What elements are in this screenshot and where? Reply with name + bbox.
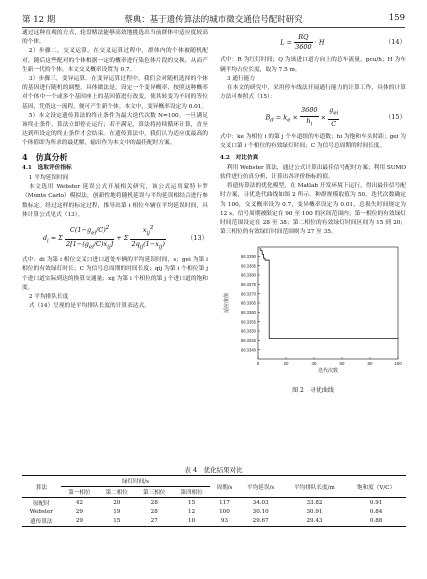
paragraph: 式中：di 为第 i 相位交叉口进口道处车辆的平均延误时间，s；gei 为第 i 相位的有效绿灯时长；C 为信号总周期的时间长度；qij 为第 i 个相位第 j 个进口道实际到达的换算交通量；xij 为第 i 个相位的第 j 个进口道的饱和度。 bbox=[22, 257, 208, 291]
cell: 12 bbox=[188, 509, 196, 515]
header-algo: 算法 bbox=[22, 476, 61, 498]
cell: 29.43 bbox=[283, 516, 346, 527]
paragraph: 将遗传算法的优化模型，在 Matlab 开发环境下运行，得出最佳信号配时方案，寻优迭代曲线如图 2 所示。种群规模取值为 50，迭代次数确定为 100，交叉概率设为 0.7，变异概率设定为 0.01，总损失时间规定为 12 s。信号周期被限定在 90 至 100 的区间范围内；第一相位的有效绿灯时间范围设定在 28 至 38；第二相位的有效绿灯时间区间为 15 到 20；第三相位的有效绿灯时间范围则为 27 至 35。 bbox=[220, 183, 406, 236]
x-tick-label: 0 bbox=[256, 361, 260, 367]
y-tick-label: 68.3365 bbox=[240, 300, 256, 306]
paragraph: 在本文的研究中，采用停车线法开展通行能力的计算工作，具体的计算方法可参照式（15）： bbox=[220, 85, 406, 101]
header-delay: 平均延误/s bbox=[239, 476, 283, 498]
equation-body: $d_i = \Sigma$ $\frac{C(1-g_{ei}/C)^2}{2[1-(g_{ei}/C)x_{ij}]}$ + Σ $\frac{x_{ij}^2}{2q_{ij}(1-x_{ij})}$ bbox=[42, 225, 165, 251]
header-phase: 第一相位 bbox=[61, 487, 98, 498]
cell: 33.82 bbox=[306, 500, 323, 506]
cell: 20 bbox=[113, 500, 121, 506]
equation-number: （13） bbox=[186, 233, 208, 242]
sub-heading: 2 平均排队长度 bbox=[28, 294, 69, 301]
cell: 15 bbox=[98, 516, 135, 527]
paragraph: 式中：R 为红灯时间；Q 为该进口道方向上的总车流量，pcu/h；H 为车辆平均占位长度，取为 7.5 m。 bbox=[220, 57, 406, 73]
right-column bbox=[220, 29, 406, 394]
cell-algo: 遗传算法 bbox=[22, 516, 61, 527]
cell: 27 bbox=[136, 516, 173, 527]
cell: 29 bbox=[75, 509, 83, 515]
cell: 93 bbox=[210, 516, 238, 527]
cell: 29 bbox=[61, 516, 98, 527]
x-axis-label: 迭代次数 bbox=[317, 368, 339, 375]
running-title: 蔡典：基于遗传算法的城市微交通信号配时研究 bbox=[124, 15, 303, 25]
section-heading: 4 仿真分析 bbox=[22, 151, 68, 162]
convergence-chart bbox=[220, 241, 406, 379]
equation-14 bbox=[220, 33, 406, 52]
cell-algo: 原配时 bbox=[32, 501, 50, 507]
x-tick-label: 40 bbox=[311, 361, 317, 367]
header-cycle: 周期/s bbox=[210, 476, 238, 498]
paragraph: 3）步骤三，变异运算。在变异运算过程中，我们会对随机选择的个体的基因进行随机的调整，具体做法是，设定一个变异概率，按照这种概率对个体中一个或多个基因座上的基因值进行改变，使其转变为不同的等位基因，凭借这一流程，便可产生新个体。本文中，变异概率设定为 0.01。 bbox=[22, 76, 208, 110]
x-tick-label: 100 bbox=[394, 361, 402, 367]
series-line bbox=[259, 249, 398, 339]
y-tick-label: 68.3375 bbox=[240, 282, 256, 288]
running-header bbox=[22, 11, 405, 28]
header-saturation: 饱和度（V/C） bbox=[346, 476, 406, 498]
figure-2 bbox=[220, 241, 406, 394]
left-column bbox=[22, 29, 208, 311]
y-tick-label: 68.3345 bbox=[240, 338, 256, 344]
y-axis-label: 适应度值 bbox=[224, 293, 230, 314]
plot-frame bbox=[258, 247, 398, 359]
y-tick-label: 68.3380 bbox=[240, 272, 256, 278]
x-tick-label: 20 bbox=[283, 361, 289, 367]
cell: 117 bbox=[219, 500, 230, 506]
header-phase: 第三相位 bbox=[136, 487, 173, 498]
cell: 15 bbox=[188, 500, 196, 506]
paragraph: 2）步骤二，交叉运算。在交叉运算过程中，群体内的个体被随机配对，随后这些配对的个体根据一定的概率进行染色体片段的交换，从而产生新一代的个体。本文交叉概率设置为 0.7。 bbox=[22, 48, 208, 73]
cell: 19 bbox=[113, 509, 121, 515]
equation-number: （14） bbox=[384, 38, 406, 47]
y-tick-label: 68.3385 bbox=[240, 263, 256, 269]
header-phase: 第四相位 bbox=[173, 487, 210, 498]
subsection-heading: 4.1 选取评价指标 bbox=[22, 164, 72, 171]
table-header-row bbox=[22, 476, 406, 487]
cell: 42 bbox=[75, 500, 83, 506]
header-green: 绿灯时间/s bbox=[61, 476, 211, 487]
table-row bbox=[22, 508, 406, 516]
header-phase: 第二相位 bbox=[98, 487, 135, 498]
cell: 0.84 bbox=[369, 509, 383, 515]
y-tick-label: 68.3390 bbox=[240, 254, 256, 260]
table-caption: 表 4 优化结果对比 bbox=[184, 466, 243, 474]
cell: 28 bbox=[150, 500, 158, 506]
equation-15 bbox=[220, 106, 406, 129]
y-tick-label: 68.3370 bbox=[240, 291, 256, 297]
cell: 30.10 bbox=[252, 509, 269, 515]
x-tick-label: 60 bbox=[339, 361, 345, 367]
y-tick-label: 68.3355 bbox=[240, 319, 256, 325]
cell-algo: Webster bbox=[29, 509, 53, 515]
y-tick-label: 68.3360 bbox=[240, 310, 256, 316]
sub-heading: 1 平均延误时间 bbox=[28, 175, 69, 182]
y-tick-label: 68.3340 bbox=[240, 347, 256, 353]
table-row bbox=[22, 516, 406, 527]
issue-number: 第 12 期 bbox=[22, 15, 56, 25]
equation-body: $B_d = k_e$ × $\frac{3600}{h_i}$ × $\frac{g_{ei}}{C}$ bbox=[265, 106, 339, 128]
paragraph: 5）本文设定遗传算法的终止条件为最大迭代次数 N=100。一旦满足该终止条件，算法立即停止运行；若不满足，算法将持续循环计算，直至达到所设定的终止条件才会结束。在遗传算法中，我们认为适应度最高的个体值即为所求的最优解，输出作为本文中的最佳配时方案。 bbox=[22, 112, 208, 147]
cell: 30.91 bbox=[306, 509, 323, 515]
equation-body: L = $\frac{RQ}{3600}$ · H bbox=[280, 33, 325, 52]
header-queue: 平均排队长度/m bbox=[283, 476, 346, 498]
page-number: 159 bbox=[388, 13, 405, 23]
cell: 100 bbox=[219, 509, 230, 515]
table-row bbox=[22, 498, 406, 509]
x-tick-label: 80 bbox=[367, 361, 373, 367]
y-tick-label: 68.3350 bbox=[240, 328, 256, 334]
sub-heading: 3 通行能力 bbox=[226, 75, 256, 82]
equation-number: （15） bbox=[384, 113, 406, 122]
cell: 29.67 bbox=[239, 516, 283, 527]
subsection-heading: 4.2 对比仿真 bbox=[220, 154, 259, 161]
cell: 34.03 bbox=[252, 500, 269, 506]
cell: 0.91 bbox=[369, 500, 383, 506]
figure-caption: 图 2 寻优曲线 bbox=[292, 386, 334, 394]
cell: 10 bbox=[173, 516, 210, 527]
cell: 28 bbox=[150, 509, 158, 515]
cell: 0.88 bbox=[346, 516, 406, 527]
equation-13 bbox=[22, 224, 208, 252]
results-table bbox=[22, 475, 406, 527]
paragraph: 利用 Webster 算法，通过公式计算出最佳信号配时方案；利用 SUMO 软件进行仿真分析，计算出各评价指标的值。 bbox=[220, 164, 406, 180]
paragraph: 本文选用 Webster 延误公式开展相关研究，该公式运用蒙特卡罗（Monte Carlo）模拟法，创新性地将随机延误与平均延误相结合进行参数标定。经过这样的标定过程，推导出第 i 相位车辆在平均延误时间，具体计算公式见式（13）。 bbox=[22, 184, 208, 218]
paragraph: 式（14）呈现的是平均排队长度的计算表达式。 bbox=[28, 303, 150, 310]
paragraph: 通过这种直观的方式，轮盘赌法能够高效地挑选出当前群体中适应度较高的个体。 bbox=[22, 30, 208, 46]
paragraph: 式中：ke 为相位 i 的第 j 个车道组的车道数；hi 为饱和车头时距；gei 为交叉口第 i 个相位的有效绿灯时间；C 为信号总周期的时间长度。 bbox=[220, 134, 406, 150]
